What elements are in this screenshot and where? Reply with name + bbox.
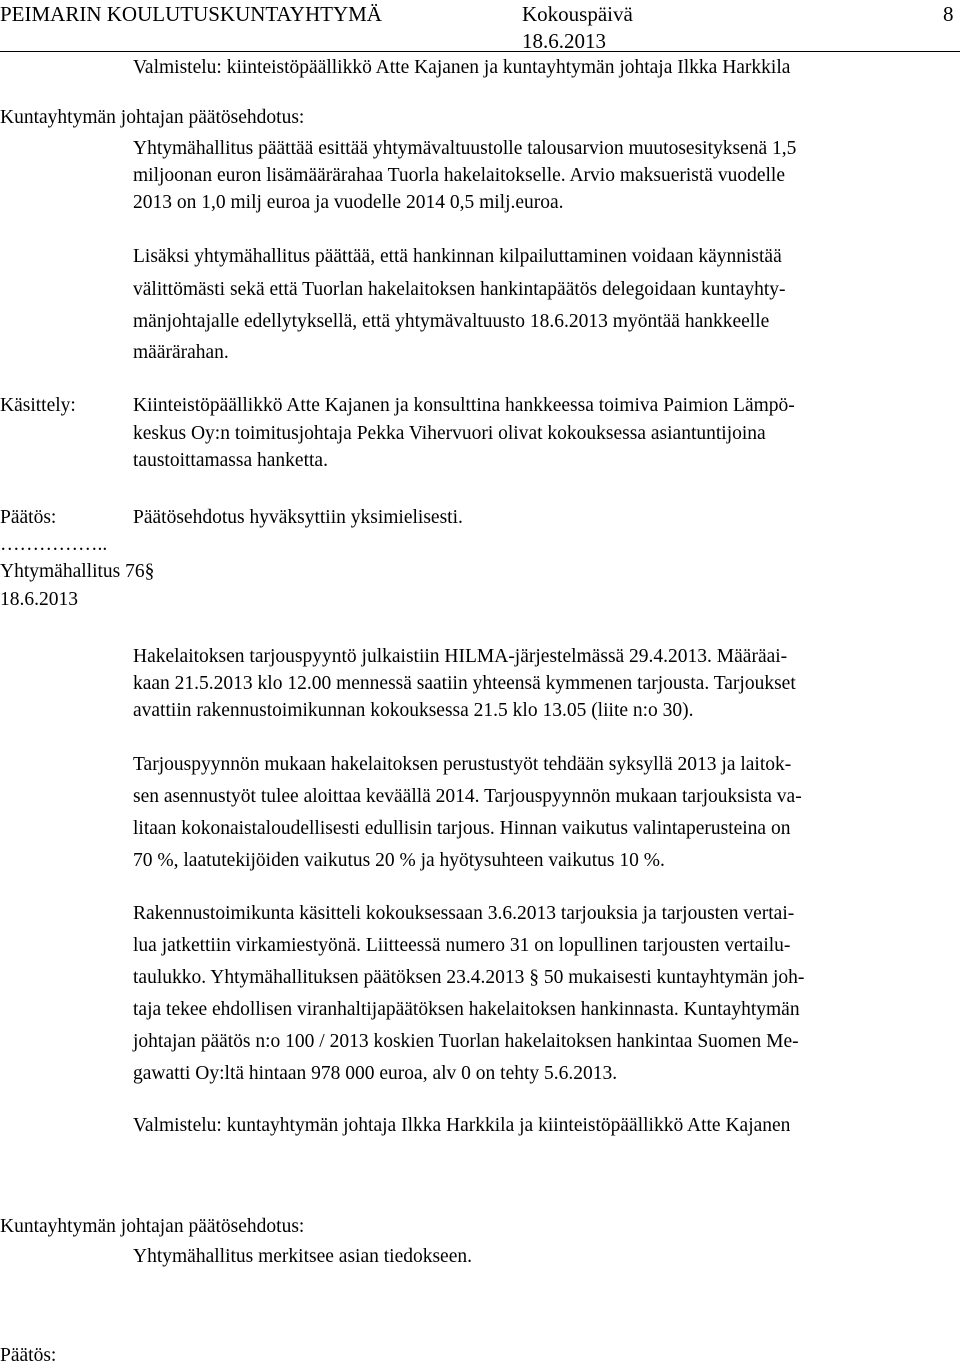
additional-line: välittömästi sekä että Tuorlan hakelaitoksen hankintapäätös delegoidaan kuntayhty- (133, 279, 786, 300)
paragraph-line: lua jatkettiin virkamiestyönä. Liitteessä numero 31 on lopullinen tarjousten vertailu- (133, 935, 791, 956)
proposal-text: Yhtymähallitus merkitsee asian tiedokseen. (133, 1246, 472, 1267)
paragraph-line: johtajan päätös n:o 100 / 2013 koskien Tuorlan hakelaitoksen hankintaa Suomen Me- (133, 1031, 799, 1052)
handling-line: keskus Oy:n toimitusjohtaja Pekka Vihervuori olivat kokouksessa asiantuntijoina (133, 423, 766, 444)
paragraph-line: 70 %, laatutekijöiden vaikutus 20 % ja hyötysuhteen vaikutus 10 %. (133, 850, 665, 871)
proposal-heading: Kuntayhtymän johtajan päätösehdotus: (0, 107, 305, 128)
board-date: 18.6.2013 (0, 589, 78, 610)
organization-name: PEIMARIN KOULUTUSKUNTAYHTYMÄ (0, 2, 382, 26)
additional-line: Lisäksi yhtymähallitus päättää, että hankinnan kilpailuttaminen voidaan käynnistää (133, 246, 782, 267)
paragraph-line: Hakelaitoksen tarjouspyyntö julkaistiin HILMA-järjestelmässä 29.4.2013. Määräai- (133, 646, 788, 667)
paragraph-line: Rakennustoimikunta käsitteli kokouksessaan 3.6.2013 tarjouksia ja tarjousten vertai- (133, 903, 795, 924)
decision-label: Päätös: (0, 1345, 57, 1366)
meeting-date: 18.6.2013 (522, 29, 606, 53)
handling-label: Käsittely: (0, 395, 76, 416)
handling-line: Kiinteistöpäällikkö Atte Kajanen ja konsulttina hankkeessa toimiva Paimion Lämpö- (133, 395, 795, 416)
preparation-line: Valmistelu: kiinteistöpäällikkö Atte Kajanen ja kuntayhtymän johtaja Ilkka Harkkila (133, 57, 791, 78)
additional-line: määrärahan. (133, 342, 229, 363)
proposal-line: miljoonan euron lisämäärärahaa Tuorla hakelaitokselle. Arvio maksueristä vuodelle (133, 165, 785, 186)
additional-line: mänjohtajalle edellytyksellä, että yhtymävaltuusto 18.6.2013 myöntää hankkeelle (133, 311, 770, 332)
separator-dots: …………….. (0, 534, 108, 555)
board-reference: Yhtymähallitus 76§ (0, 561, 155, 582)
paragraph-line: avattiin rakennustoimikunnan kokouksessa 21.5 klo 13.05 (liite n:o 30). (133, 700, 694, 721)
proposal-line: 2013 on 1,0 milj euroa ja vuodelle 2014 0,5 milj.euroa. (133, 192, 564, 213)
meeting-date-label: Kokouspäivä (522, 2, 633, 26)
paragraph-line: kaan 21.5.2013 klo 12.00 mennessä saatiin yhteensä kymmenen tarjousta. Tarjoukset (133, 673, 796, 694)
decision-text: Päätösehdotus hyväksyttiin yksimielisesti. (133, 507, 463, 528)
paragraph-line: taja tekee ehdollisen viranhaltijapäätöksen hakelaitoksen hankinnasta. Kuntayhtymän (133, 999, 800, 1020)
handling-line: taustoittamassa hanketta. (133, 450, 328, 471)
paragraph-line: sen asennustyöt tulee aloittaa keväällä 2014. Tarjouspyynnön mukaan tarjouksista va- (133, 786, 802, 807)
header-rule (0, 51, 960, 52)
proposal-line: Yhtymähallitus päättää esittää yhtymävaltuustolle talousarvion muutosesityksenä 1,5 (133, 138, 797, 159)
proposal-heading: Kuntayhtymän johtajan päätösehdotus: (0, 1216, 305, 1237)
page-number: 8 (943, 2, 954, 26)
paragraph-line: taulukko. Yhtymähallituksen päätöksen 23.4.2013 § 50 mukaisesti kuntayhtymän joh- (133, 967, 805, 988)
decision-label: Päätös: (0, 507, 57, 528)
paragraph-line: Tarjouspyynnön mukaan hakelaitoksen perustustyöt tehdään syksyllä 2013 ja laitok- (133, 754, 792, 775)
paragraph-line: gawatti Oy:ltä hintaan 978 000 euroa, alv 0 on tehty 5.6.2013. (133, 1063, 618, 1084)
paragraph-line: litaan kokonaistaloudellisesti edullisin tarjous. Hinnan vaikutus valintaperusteina on (133, 818, 791, 839)
preparation-line: Valmistelu: kuntayhtymän johtaja Ilkka Harkkila ja kiinteistöpäällikkö Atte Kajanen (133, 1115, 791, 1136)
